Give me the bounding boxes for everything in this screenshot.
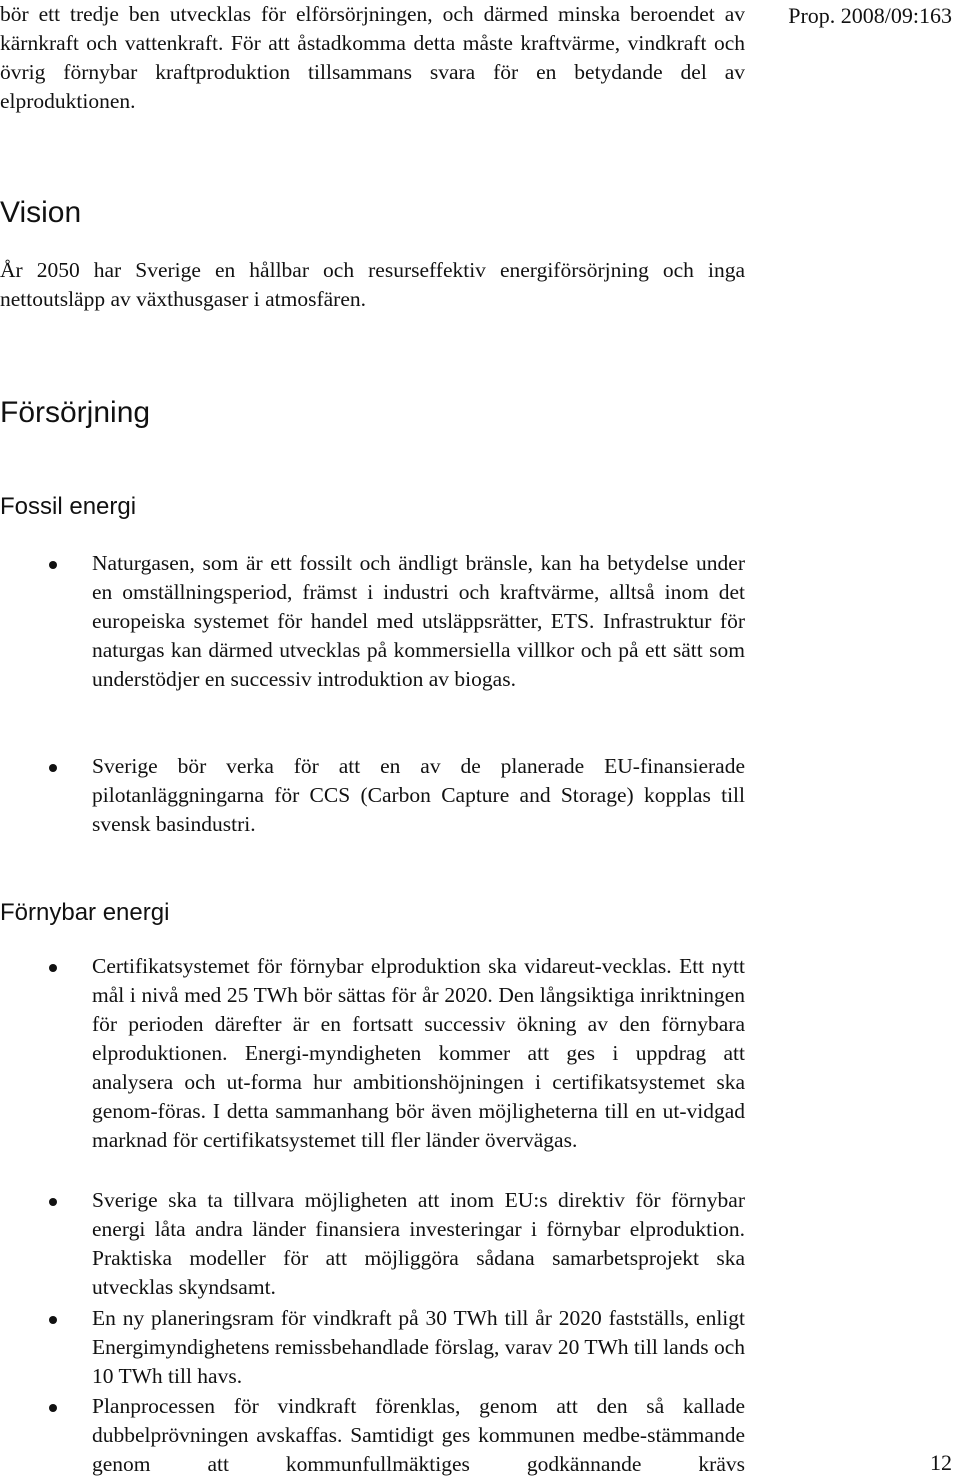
bullet-icon xyxy=(49,561,57,569)
list-item-text: Certifikatsystemet för förnybar elproduktion ska vidareut-vecklas. Ett nytt mål i nivå med 25 TWh bör sättas för år 2020. Den långsiktiga inriktningen för perioden därefter är en fortsatt successiv ökning av den förnybara elproduktionen. Energi-myndigheten kommer att ges i uppdrag att analysera och ut-forma hur ambitionshöjningen i certifikatsystemet ska genom-föras. I detta sammanhang bör även möjligheterna till en ut-vidgad marknad för certifikatsystemet till fler länder övervägas. xyxy=(92,954,745,1152)
intro-paragraph: bör ett tredje ben utvecklas för elförsörjningen, och därmed minska beroendet av kärnkraft och vattenkraft. För att åstadkomma detta måste kraftvärme, vindkraft och övrig förnybar kraftproduktion tillsammans svara för en betydande del av elproduktionen. xyxy=(0,2,745,113)
proposition-reference: Prop. 2008/09:163 xyxy=(788,3,952,28)
list-item-text: Sverige bör verka för att en av de planerade EU-finansierade pilotanläggningarna för CCS (Carbon Capture and Storage) kopplas till svensk basindustri. xyxy=(92,754,745,836)
vision-paragraph: År 2050 har Sverige en hållbar och resurseffektiv energiförsörjning och inga nettoutsläpp av växthusgaser i atmosfären. xyxy=(0,258,745,311)
fossil-energy-heading: Fossil energi xyxy=(0,493,137,520)
list-item-text: Naturgasen, som är ett fossilt och ändligt bränsle, kan ha betydelse under en omställningsperiod, främst i industri och kraftvärme, alltså inom det europeiska systemet för handel med utsläppsrätter, ETS. Infrastruktur för naturgas kan därmed utvecklas på kommersiella villkor och på ett sätt som understödjer en successiv introduktion av biogas. xyxy=(92,551,745,691)
bullet-icon xyxy=(49,1198,57,1206)
bullet-icon xyxy=(49,1316,57,1324)
bullet-icon xyxy=(49,764,57,772)
bullet-icon xyxy=(49,1404,57,1412)
page-number: 12 xyxy=(930,1450,952,1475)
forsorjning-heading: Försörjning xyxy=(0,396,151,429)
bullet-icon xyxy=(49,964,57,972)
vision-heading: Vision xyxy=(0,196,82,229)
renewable-energy-heading: Förnybar energi xyxy=(0,899,170,926)
list-item-text: Planprocessen för vindkraft förenklas, genom att den så kallade dubbelprövningen avskaffas. Samtidigt ges kommunen medbe-stämmande genom att kommunfullmäktiges godkännande krävs xyxy=(92,1394,745,1476)
list-item-text: Sverige ska ta tillvara möjligheten att inom EU:s direktiv för förnybar energi låta andra länder finansiera investeringar i förnybar elproduktion. Praktiska modeller för att möjliggöra sådana samarbetsprojekt ska utvecklas skyndsamt. xyxy=(92,1188,745,1299)
list-item-text: En ny planeringsram för vindkraft på 30 TWh till år 2020 fastställs, enligt Energimyndighetens remissbehandlade förslag, varav 20 TWh till lands och 10 TWh till havs. xyxy=(92,1306,745,1388)
